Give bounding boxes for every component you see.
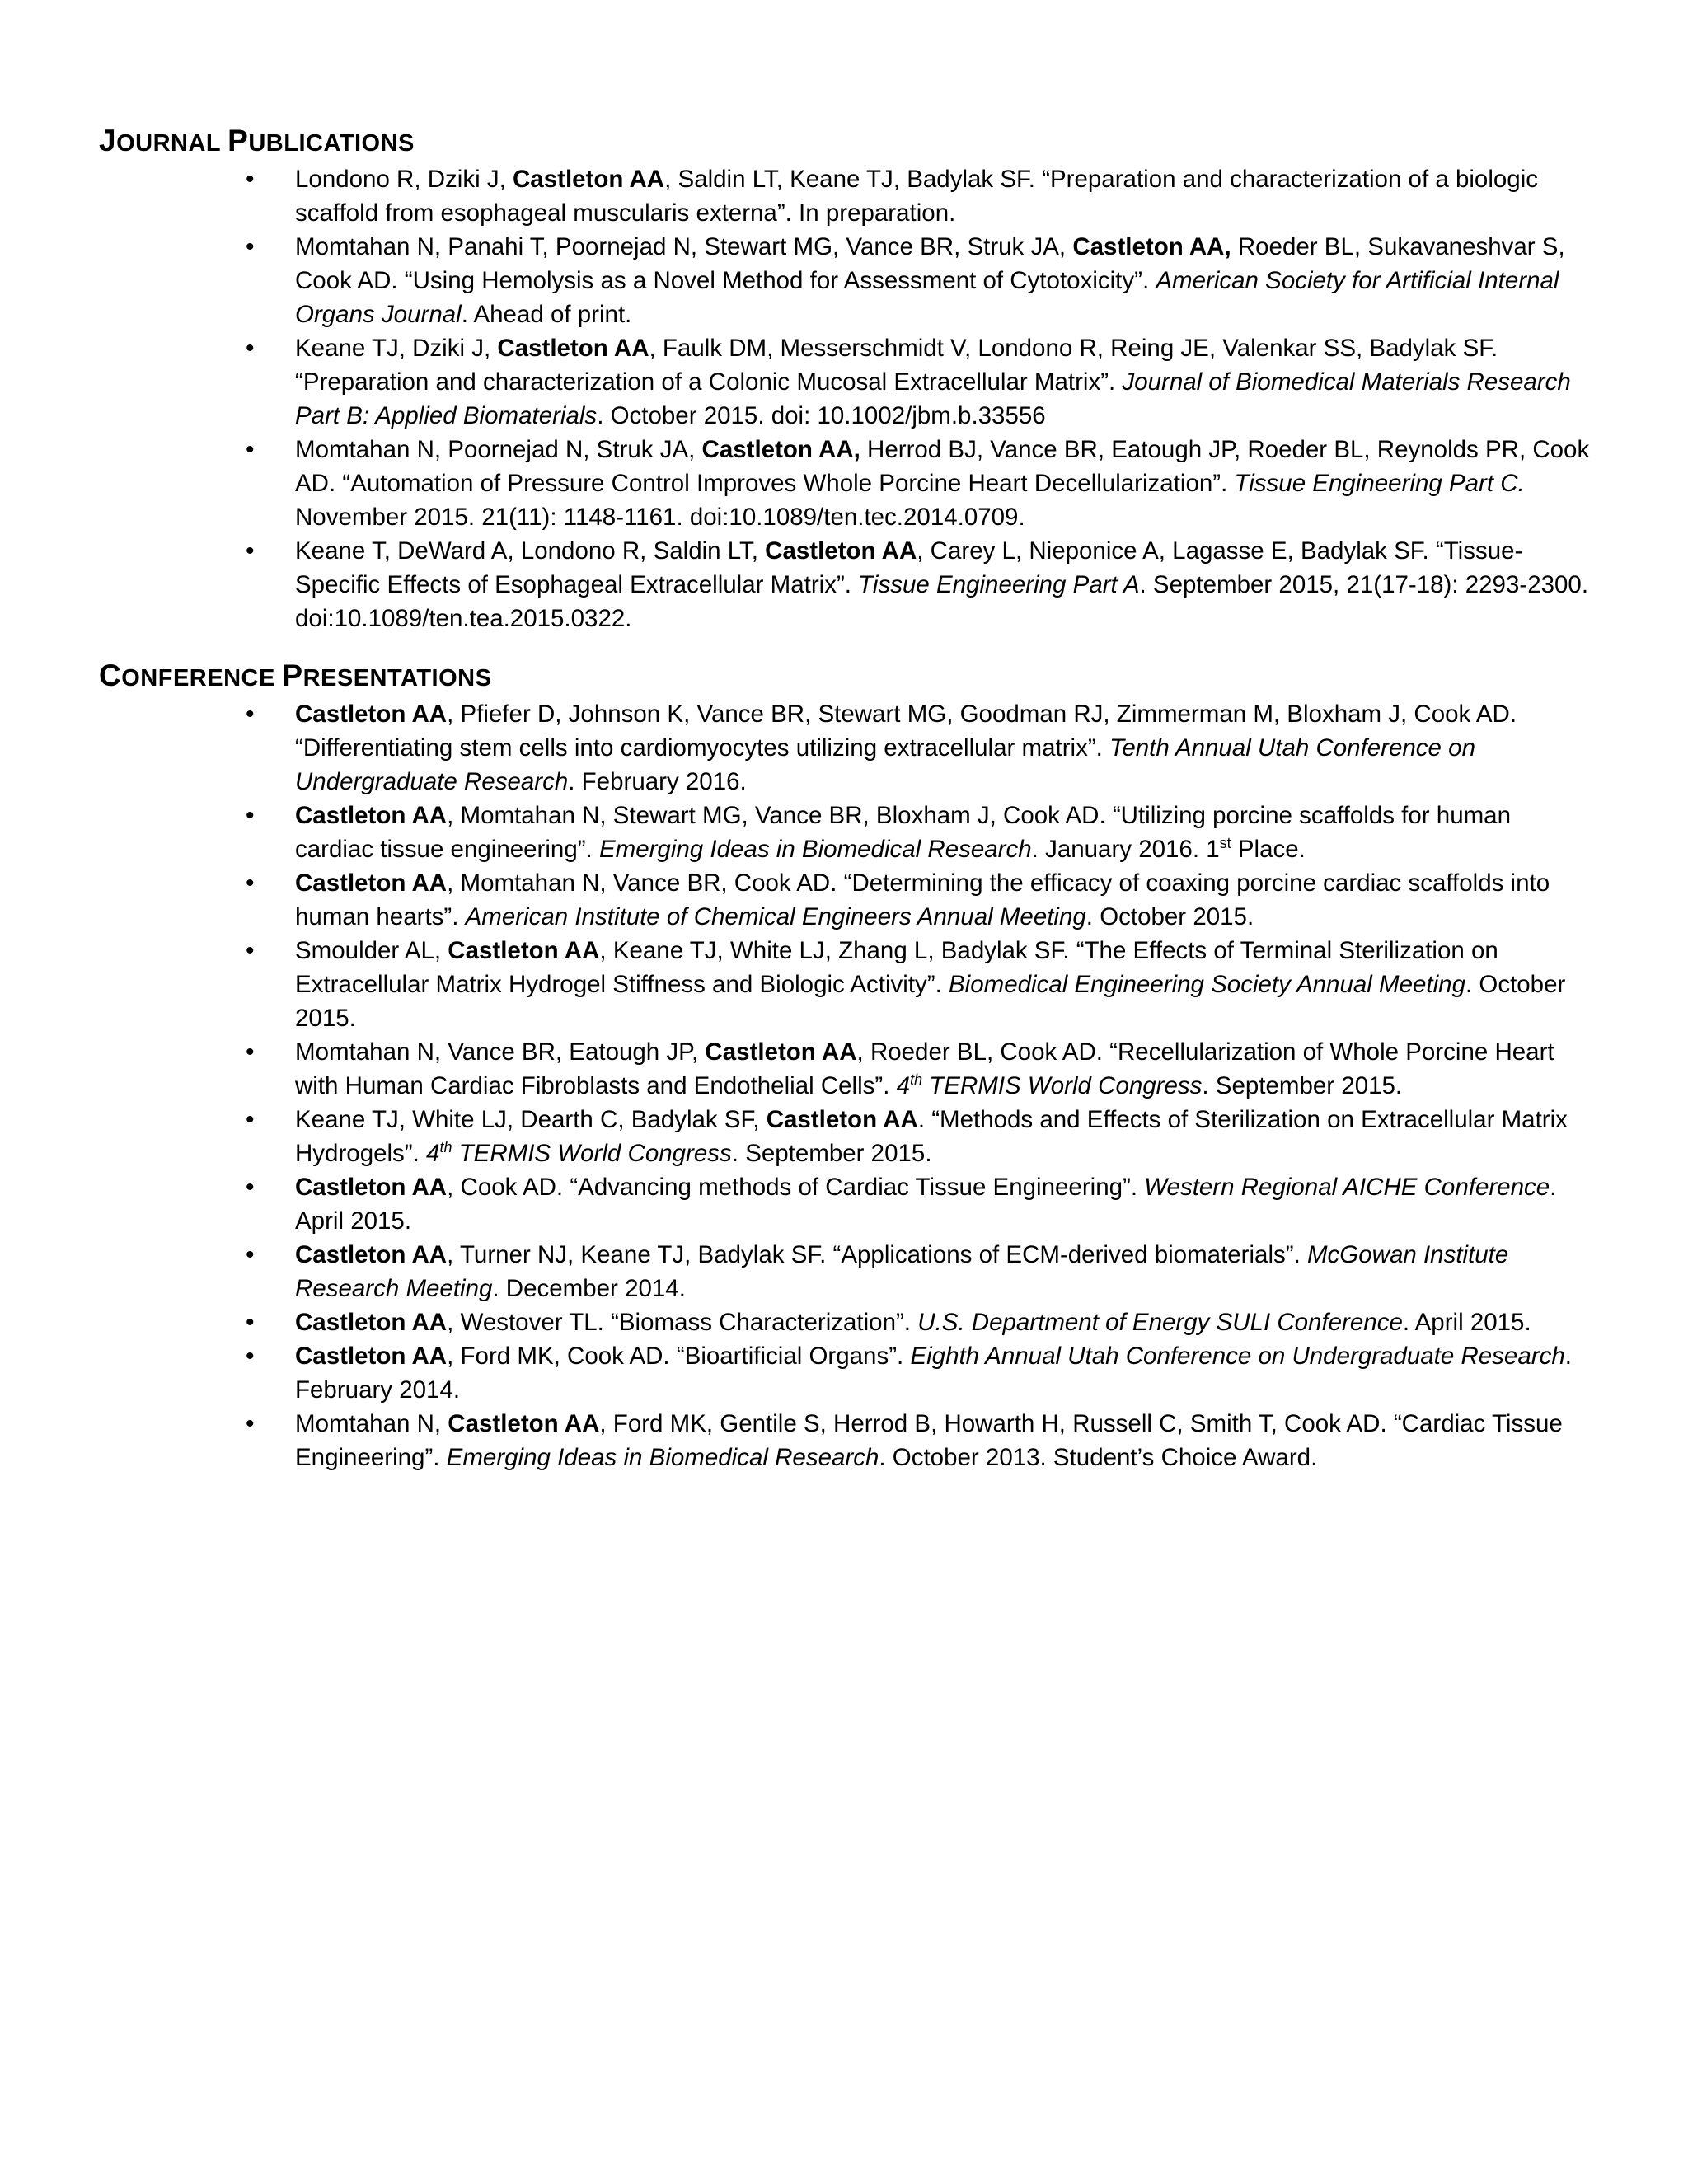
bullet-icon: • [246,335,255,362]
citation-authors-prefix: Smoulder AL, [295,937,448,964]
journal-publication-entry [99,230,1599,331]
bullet-icon: • [246,1309,255,1336]
citation-body: , Saldin LT, Keane TJ, Badylak SF. “Preparation and characterization of a biologic scaffold from esophageal muscularis externa”. In preparation. [295,166,1538,227]
venue-title: American Institute of Chemical Engineers Annual Meeting [465,903,1086,930]
ordinal-suffix: th [910,1071,923,1089]
citation-authors-prefix: Londono R, Dziki J, [295,166,513,193]
venue-title: TERMIS World Congress [452,1140,732,1167]
citation-details: . October 2015. [295,971,1566,1032]
conference-presentations-section [99,657,1599,1474]
citation-authors-prefix: Momtahan N, Panahi T, Poornejad N, Stewart MG, Vance BR, Struk JA, [295,233,1073,260]
highlighted-author: Castleton AA [295,701,448,728]
citation-body: , Roeder BL, Cook AD. “Recellularization of Whole Porcine Heart with Human Cardiac Fibroblasts and Endothelial Cells”. [295,1038,1554,1099]
conference-presentation-entry [99,1305,1599,1339]
citation-details: . September 2015, 21(17-18): 2293-2300. doi:10.1089/ten.tea.2015.0322. [295,571,1589,632]
journal-publications-heading: JOURNAL PUBLICATIONS [99,124,415,157]
citation-body: , Ford MK, Cook AD. “Bioartificial Organs”. [447,1343,911,1370]
conference-presentation-entry [99,934,1599,1035]
conference-presentation-entry [99,1407,1599,1474]
bullet-icon: • [246,937,255,964]
citation-details: . April 2015. [295,1174,1557,1235]
venue-title: Emerging Ideas in Biomedical Research [598,836,1032,863]
citation-authors-prefix: Momtahan N, [295,1410,448,1437]
venue-title: Eighth Annual Utah Conference on Undergraduate Research [910,1343,1565,1370]
venue-title: Tenth Annual Utah Conference on Undergraduate Research [295,734,1475,795]
ordinal-suffix: th [439,1139,452,1156]
citation-body: , Pfiefer D, Johnson K, Vance BR, Stewart MG, Goodman RJ, Zimmerman M, Bloxham J, Cook AD. “Differentiating stem cells into cardiomyocytes utilizing extracellular matrix”. [295,701,1517,762]
venue-title: Biomedical Engineering Society Annual Meeting [949,971,1465,998]
citation-details: . September 2015. [1202,1072,1403,1099]
citation-authors-prefix: Keane T, DeWard A, Londono R, Saldin LT, [295,537,766,565]
highlighted-author: Castleton AA [448,937,600,964]
citation-tail: Place. [1231,836,1306,863]
venue-title: U.S. Department of Energy SULI Conference [917,1309,1403,1336]
citation-body: , Ford MK, Gentile S, Herrod B, Howarth H, Russell C, Smith T, Cook AD. “Cardiac Tissue Engineering”. [295,1410,1563,1471]
citation-body: , Westover TL. “Biomass Characterization”. [447,1309,918,1336]
citation-details: November 2015. 21(11): 1148-1161. doi:10.1089/ten.tec.2014.0709. [295,504,1025,531]
citation-authors-prefix: Momtahan N, Vance BR, Eatough JP, [295,1038,706,1066]
conference-presentation-entry [99,866,1599,934]
ordinal-number: 4 [896,1072,911,1099]
journal-publication-entry [99,331,1599,433]
highlighted-author: Castleton AA [295,1241,448,1268]
citation-body: Roeder BL, Sukavaneshvar S, Cook AD. “Using Hemolysis as a Novel Method for Assessment of Cytotoxicity”. [295,233,1565,294]
journal-publication-entry [99,162,1599,230]
citation-body: , Cook AD. “Advancing methods of Cardiac Tissue Engineering”. [447,1174,1145,1201]
highlighted-author: Castleton AA [513,166,665,193]
conference-presentations-list [99,697,1599,1474]
bullet-icon: • [246,233,255,260]
ordinal-suffix: st [1219,835,1231,852]
highlighted-author: Castleton AA [766,1106,918,1133]
venue-title: McGowan Institute Research Meeting [295,1241,1509,1302]
conference-presentation-entry [99,697,1599,799]
highlighted-author: Castleton AA [295,869,448,897]
citation-authors-prefix: Keane TJ, White LJ, Dearth C, Badylak SF, [295,1106,767,1133]
citation-body: , Faulk DM, Messerschmidt V, Londono R, Reing JE, Valenkar SS, Badylak SF. “Preparation and characterization of a Colonic Mucosal Extracellular Matrix”. [295,335,1498,396]
bullet-icon: • [246,1343,255,1370]
bullet-icon: • [246,1106,255,1133]
conference-presentation-entry [99,1170,1599,1238]
highlighted-author: Castleton AA [705,1038,857,1066]
citation-body: , Carey L, Nieponice A, Lagasse E, Badylak SF. “Tissue-Specific Effects of Esophageal Extracellular Matrix”. [295,537,1523,598]
citation-details: . December 2014. [492,1275,686,1302]
bullet-icon: • [246,701,255,728]
journal-publications-list [99,162,1599,635]
venue-title: TERMIS World Congress [922,1072,1203,1099]
journal-publication-entry [99,433,1599,534]
highlighted-author: Castleton AA [765,537,917,565]
bullet-icon: • [246,869,255,897]
bullet-icon: • [246,436,255,463]
conference-presentation-entry [99,1238,1599,1305]
bullet-icon: • [246,1241,255,1268]
highlighted-author: Castleton AA, [1072,233,1231,260]
bullet-icon: • [246,1038,255,1066]
citation-details: . Ahead of print. [461,301,632,328]
citation-body: , Momtahan N, Vance BR, Cook AD. “Determining the efficacy of coaxing porcine cardiac scaffolds into human hearts”. [295,869,1550,930]
highlighted-author: Castleton AA [295,802,448,829]
conference-presentations-heading: CONFERENCE PRESENTATIONS [99,658,492,692]
citation-details: . October 2015. [1085,903,1254,930]
highlighted-author: Castleton AA [448,1410,600,1437]
conference-presentation-entry [99,1103,1599,1170]
conference-presentation-entry [99,1339,1599,1407]
venue-title: Tissue Engineering Part A [858,571,1140,598]
venue-title: Journal of Biomedical Materials Research Part B: Applied Biomaterials [295,368,1571,429]
venue-title: Emerging Ideas in Biomedical Research [446,1444,879,1471]
citation-details: . January 2016. 1 [1031,836,1220,863]
citation-body: , Keane TJ, White LJ, Zhang L, Badylak SF. “The Effects of Terminal Sterilization on Extracellular Matrix Hydrogel Stiffness and Biologic Activity”. [295,937,1498,998]
citation-details: . February 2014. [295,1343,1572,1404]
citation-details: . February 2016. [568,768,747,795]
ordinal-number: 4 [426,1140,440,1167]
journal-publications-section [99,122,1599,635]
citation-body: , Turner NJ, Keane TJ, Badylak SF. “Applications of ECM-derived biomaterials”. [447,1241,1307,1268]
conference-presentation-entry [99,1035,1599,1103]
highlighted-author: Castleton AA [497,335,649,362]
citation-body: Herrod BJ, Vance BR, Eatough JP, Roeder BL, Reynolds PR, Cook AD. “Automation of Pressure Control Improves Whole Porcine Heart Decellularization”. [295,436,1590,497]
citation-body: , Momtahan N, Stewart MG, Vance BR, Bloxham J, Cook AD. “Utilizing porcine scaffolds for human cardiac tissue engineering”. [295,802,1511,863]
bullet-icon: • [246,1410,255,1437]
bullet-icon: • [246,1174,255,1201]
citation-details: . April 2015. [1402,1309,1531,1336]
bullet-icon: • [246,166,255,193]
citation-body: . “Methods and Effects of Sterilization on Extracellular Matrix Hydrogels”. [295,1106,1568,1167]
highlighted-author: Castleton AA [295,1174,448,1201]
citation-authors-prefix: Keane TJ, Dziki J, [295,335,498,362]
conference-presentation-entry [99,799,1599,866]
venue-title: Western Regional AICHE Conference [1144,1174,1550,1201]
journal-publication-entry [99,534,1599,635]
highlighted-author: Castleton AA [295,1309,448,1336]
venue-title: Tissue Engineering Part C. [1234,470,1525,497]
citation-details: . September 2015. [731,1140,932,1167]
highlighted-author: Castleton AA [295,1343,448,1370]
highlighted-author: Castleton AA, [701,436,860,463]
bullet-icon: • [246,802,255,829]
citation-authors-prefix: Momtahan N, Poornejad N, Struk JA, [295,436,702,463]
citation-details: . October 2015. doi: 10.1002/jbm.b.33556 [597,402,1046,429]
bullet-icon: • [246,537,255,565]
citation-details: . October 2013. Student’s Choice Award. [879,1444,1318,1471]
venue-title: American Society for Artificial Internal Organs Journal [295,267,1559,328]
